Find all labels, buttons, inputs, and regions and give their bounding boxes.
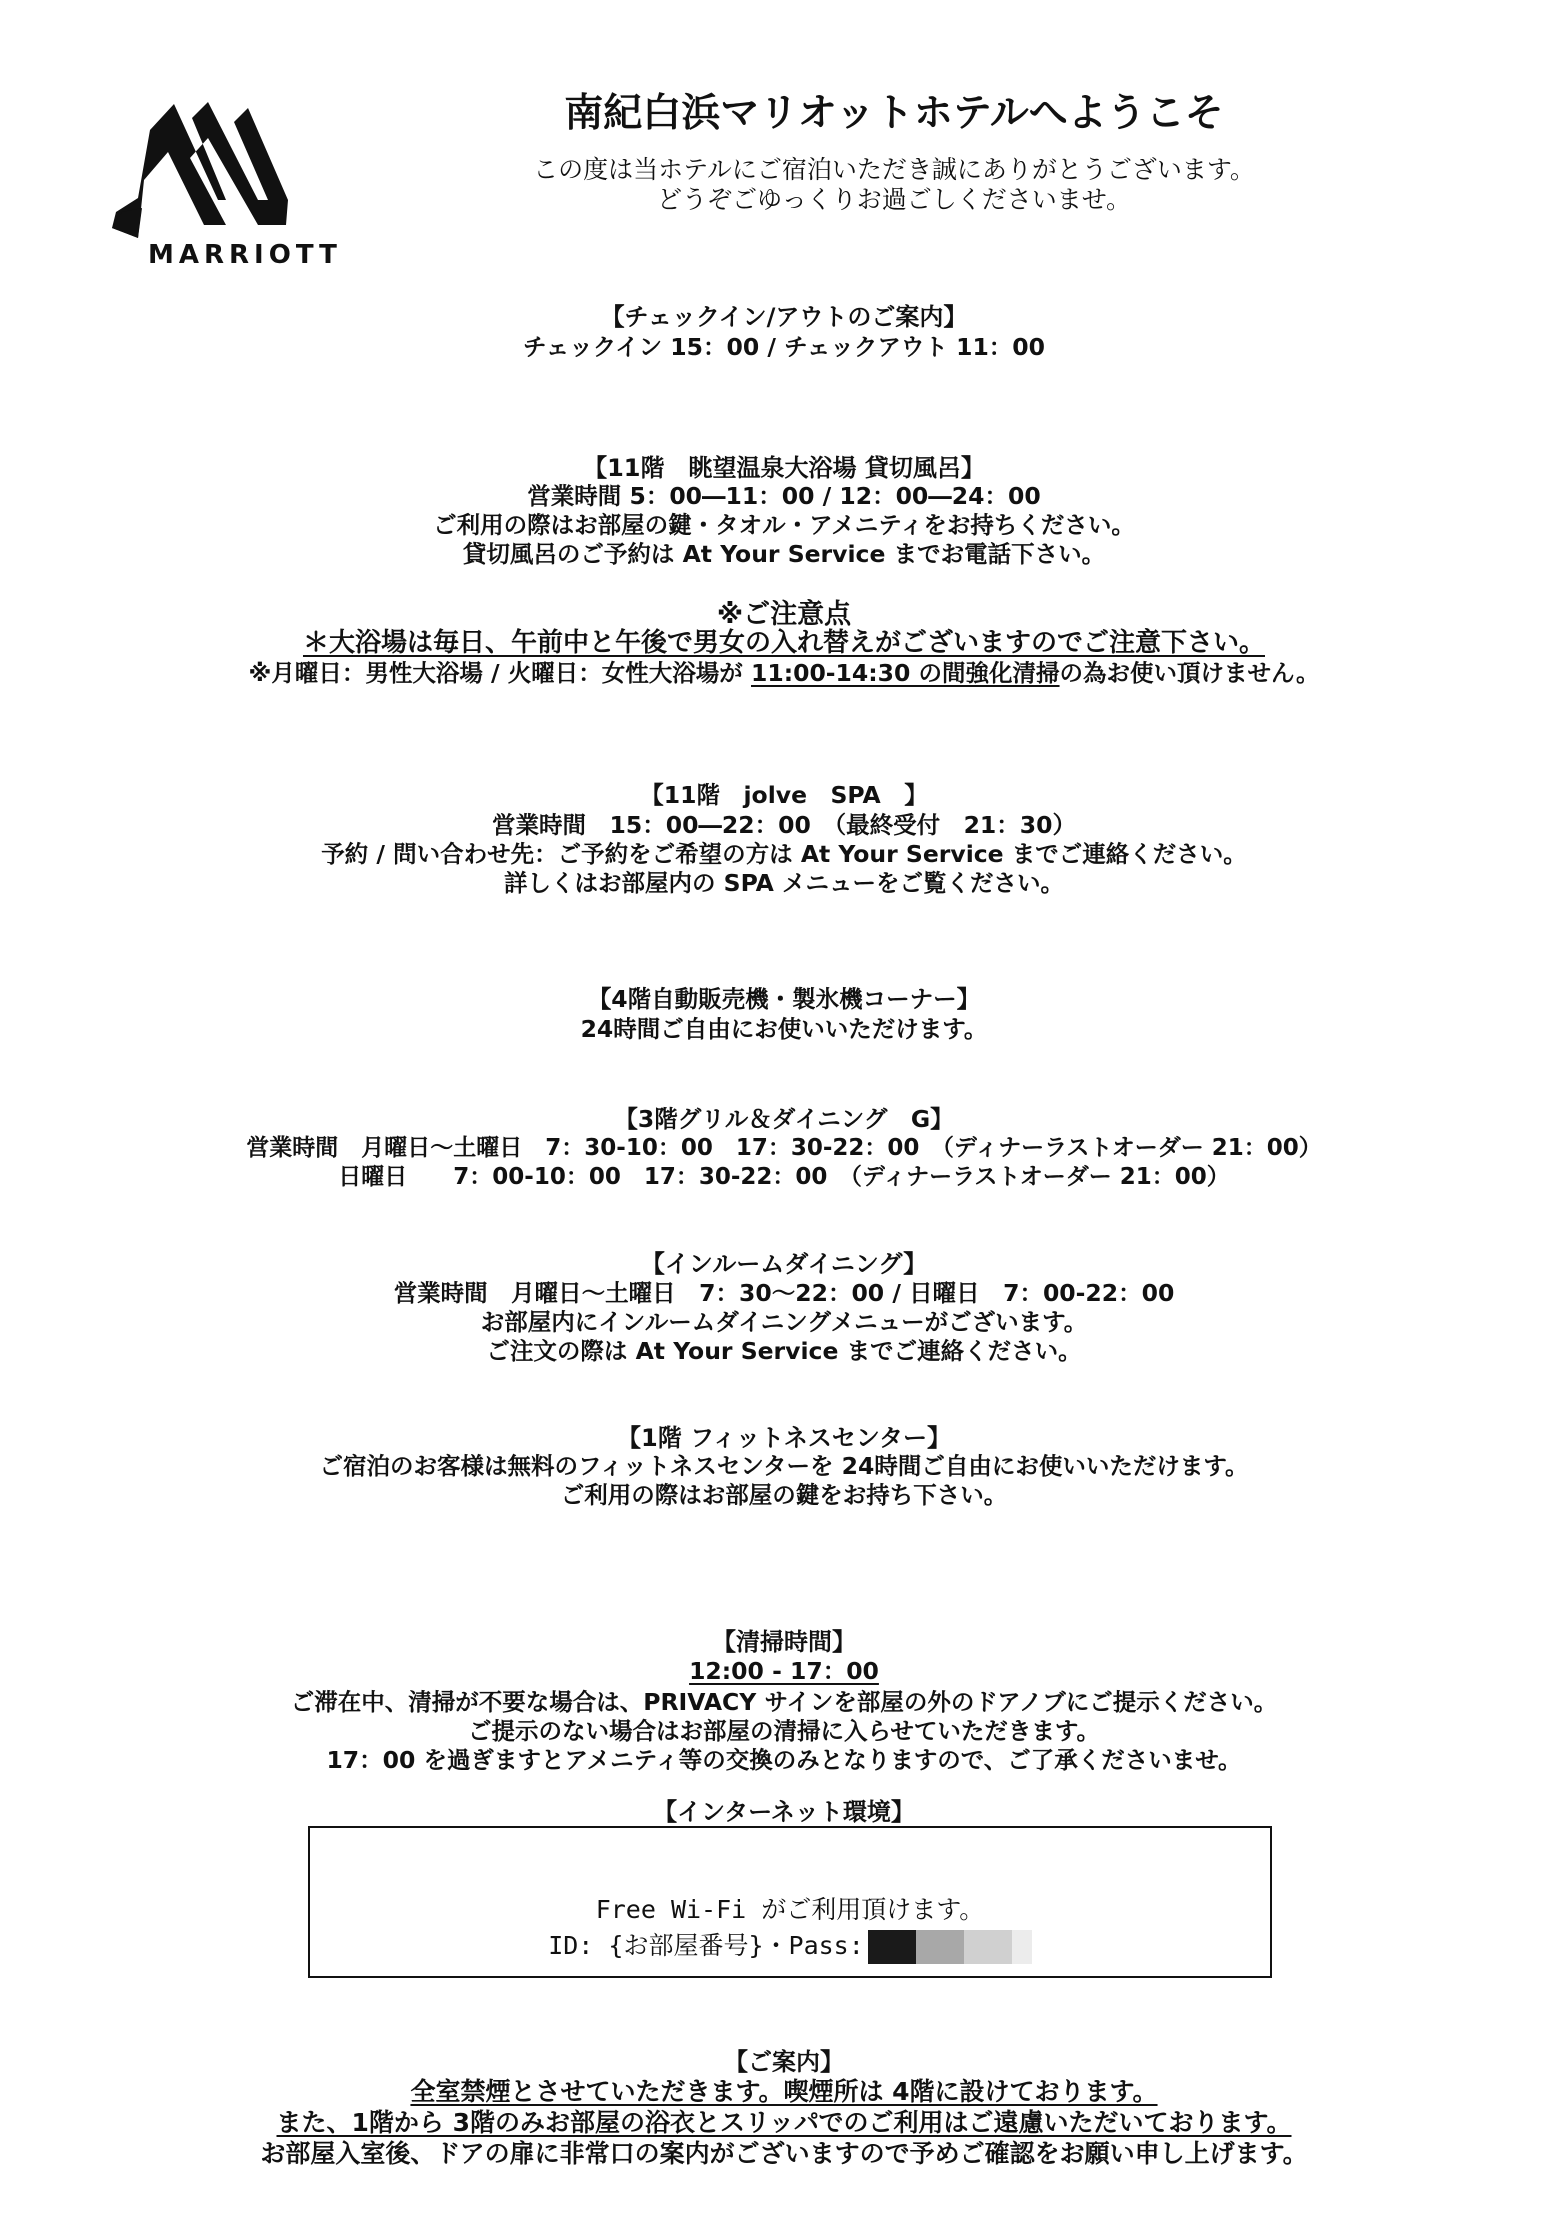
spa-note-2: 詳しくはお部屋内の SPA メニューをご覧ください。 (503, 869, 1065, 897)
fitness-heading: 【1階 フィットネスセンター】 (617, 1424, 951, 1452)
spa-heading: 【11階 jolve SPA 】 (640, 781, 928, 809)
mask-block (964, 1930, 1012, 1964)
cleaning-heading: 【清掃時間】 (712, 1628, 856, 1656)
wifi-credentials (310, 1926, 1270, 1964)
bath-note-1: ご利用の際はお部屋の鍵・タオル・アメニティをお持ちください。 (433, 511, 1135, 539)
greeting-line-2: どうぞごゆっくりお過ごしくださいませ。 (656, 185, 1131, 214)
dining-sunday-hours: 日曜日 7：00-10：00 17：30-22：00 （ディナーラストオーダー 21：00） (338, 1164, 1230, 1190)
bath-note-2: 貸切風呂のご予約は At Your Service までお電話下さい。 (462, 540, 1106, 568)
cleaning-note-2: ご提示のない場合はお部屋の清掃に入らせていただきます。 (468, 1717, 1100, 1745)
mask-block (1012, 1930, 1032, 1964)
notice-heading: 【ご案内】 (724, 2048, 844, 2076)
bath-caution-2-tail: の為お使い頂けません。 (1059, 659, 1320, 687)
bath-hours: 営業時間 5：00―11：00 / 12：00―24：00 (527, 482, 1041, 510)
mask-block (868, 1930, 916, 1964)
wifi-id-label: ID: {お部屋番号}・Pass: (548, 1931, 864, 1960)
dining-heading: 【3階グリル＆ダイニング G】 (614, 1105, 954, 1133)
fitness-note-2: ご利用の際はお部屋の鍵をお持ち下さい。 (560, 1481, 1008, 1509)
inroom-note-1: お部屋内にインルームダイニングメニューがございます。 (480, 1308, 1088, 1336)
checkin-times: チェックイン 15：00 / チェックアウト 11：00 (522, 333, 1046, 361)
notice-note-2: また、1階から 3階のみお部屋の浴衣とスリッパでのご利用はご遠慮いただいております。 (276, 2108, 1292, 2137)
notice-note-1: 全室禁煙とさせていただきます。喫煙所は 4階に設けております。 (410, 2077, 1158, 2106)
bath-caution-heading: ※ご注意点 (716, 599, 852, 630)
cleaning-note-3: 17：00 を過ぎますとアメニティ等の交換のみとなりますので、ご了承くださいませ。 (326, 1746, 1242, 1774)
wifi-info-box (308, 1826, 1272, 1978)
inroom-heading: 【インルームダイニング】 (640, 1250, 928, 1278)
spa-note-1: 予約 / 問い合わせ先：ご予約をご希望の方は At Your Service までご連絡ください。 (321, 840, 1247, 868)
inroom-note-2: ご注文の際は At Your Service までご連絡ください。 (486, 1337, 1082, 1365)
wifi-availability: Free Wi-Fi がご利用頂けます。 (595, 1895, 985, 1924)
spa-hours: 営業時間 15：00―22：00 （最終受付 21：30） (492, 811, 1076, 839)
inroom-hours: 営業時間 月曜日～土曜日 7：30～22：00 / 日曜日 7：00-22：00 (393, 1279, 1175, 1307)
mask-block (916, 1930, 964, 1964)
bath-caution-2-text: ※月曜日：男性大浴場 / 火曜日：女性大浴場が (248, 659, 751, 687)
bath-heading: 【11階 眺望温泉大浴場 貸切風呂】 (583, 454, 985, 482)
vending-heading: 【4階自動販売機・製氷機コーナー】 (587, 985, 981, 1013)
cleaning-note-1: ご滞在中、清掃が不要な場合は、PRIVACY サインを部屋の外のドアノブにご提示ください。 (290, 1688, 1278, 1716)
vending-note: 24時間ご自由にお使いいただけます。 (580, 1015, 988, 1043)
dining-weekday-hours: 営業時間 月曜日～土曜日 7：30-10：00 17：30-22：00 （ディナーラストオーダー 21：00） (246, 1135, 1322, 1161)
internet-heading: 【インターネット環境】 (653, 1798, 915, 1826)
fitness-note-1: ご宿泊のお客様は無料のフィットネスセンターを 24時間ご自由にお使いいただけます。 (319, 1452, 1249, 1480)
wifi-password-mask (868, 1930, 1032, 1964)
bath-caution-2 (0, 654, 1568, 688)
page-title: 南紀白浜マリオットホテルへようこそ (564, 91, 1224, 136)
bath-caution-2-underlined: 11:00-14:30 の間強化清掃 (751, 659, 1060, 687)
logo-wordmark: MARRIOTT (148, 240, 342, 270)
notice-note-3: お部屋入室後、ドアの扉に非常口の案内がございますので予めご確認をお願い申し上げます。 (260, 2139, 1308, 2168)
bath-caution-1: ＊大浴場は毎日、午前中と午後で男女の入れ替えがございますのでご注意下さい。 (302, 628, 1265, 658)
cleaning-hours: 12:00 - 17：00 (689, 1657, 879, 1685)
checkin-heading: 【チェックイン/アウトのご案内】 (600, 303, 968, 331)
greeting-line-1: この度は当ホテルにご宿泊いただき誠にありがとうございます。 (533, 155, 1255, 184)
